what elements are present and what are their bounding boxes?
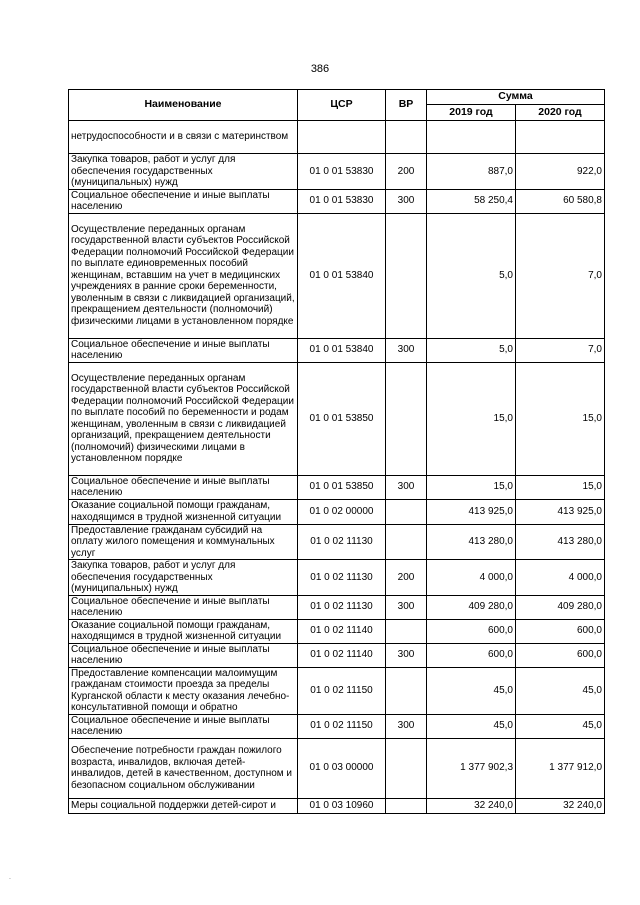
row-vr-cell: 300 [386,189,427,213]
row-name-cell: Социальное обеспечение и иные выплаты населению [69,189,298,213]
row-sum-2020-cell: 7,0 [516,338,605,362]
row-name-cell: Социальное обеспечение и иные выплаты населению [69,714,298,738]
row-sum-2019-cell: 58 250,4 [427,189,516,213]
table-row [69,619,605,643]
table-row [69,643,605,667]
table-row [69,499,605,524]
table-row [69,213,605,338]
table-row [69,560,605,596]
row-sum-2019-cell: 15,0 [427,362,516,475]
row-sum-2019-cell: 413 925,0 [427,499,516,524]
row-vr-cell [386,619,427,643]
row-csr-cell: 01 0 02 11140 [298,619,386,643]
row-csr-cell: 01 0 02 11130 [298,524,386,560]
table-row [69,595,605,619]
row-sum-2020-cell: 4 000,0 [516,560,605,596]
row-csr-cell: 01 0 01 53850 [298,475,386,499]
row-sum-2020-cell: 413 280,0 [516,524,605,560]
row-name-cell: Социальное обеспечение и иные выплаты населению [69,475,298,499]
table-row [69,154,605,190]
row-csr-cell: 01 0 01 53850 [298,362,386,475]
row-sum-2020-cell: 45,0 [516,714,605,738]
row-name-cell: Социальное обеспечение и иные выплаты населению [69,595,298,619]
row-sum-2020-cell [516,121,605,154]
row-sum-2019-cell: 5,0 [427,338,516,362]
row-name-cell: Оказание социальной помощи гражданам, находящимся в трудной жизненной ситуации [69,499,298,524]
row-csr-cell: 01 0 02 11130 [298,560,386,596]
table-row [69,475,605,499]
row-name-cell: Меры социальной поддержки детей-сирот и [69,798,298,813]
row-vr-cell: 300 [386,643,427,667]
row-vr-cell: 300 [386,714,427,738]
row-csr-cell: 01 0 02 11150 [298,714,386,738]
header-year-2020: 2020 год [516,105,605,121]
row-csr-cell: 01 0 03 10960 [298,798,386,813]
row-sum-2019-cell: 45,0 [427,667,516,714]
table-row [69,362,605,475]
row-csr-cell: 01 0 02 11150 [298,667,386,714]
row-csr-cell: 01 0 01 53840 [298,213,386,338]
row-name-cell: нетрудоспособности и в связи с материнством [69,121,298,154]
row-vr-cell: 200 [386,560,427,596]
row-name-cell: Осуществление переданных органам государственной власти субъектов Российской Федерации полномочий Российской Федерации по выплате пособий по беременности и родам женщинам, уволенным в связи с ликвидацией организаций, прекращением деятельности (полномочий) физическими лицами в установленном порядке [69,362,298,475]
row-sum-2020-cell: 45,0 [516,667,605,714]
row-name-cell: Закупка товаров, работ и услуг для обеспечения государственных (муниципальных) нужд [69,560,298,596]
row-sum-2019-cell: 32 240,0 [427,798,516,813]
table-body [69,121,605,814]
row-name-cell: Предоставление гражданам субсидий на оплату жилого помещения и коммунальных услуг [69,524,298,560]
row-sum-2020-cell: 922,0 [516,154,605,190]
row-vr-cell: 300 [386,338,427,362]
header-sum: Сумма [427,90,605,105]
table-row [69,714,605,738]
row-csr-cell [298,121,386,154]
row-sum-2020-cell: 413 925,0 [516,499,605,524]
row-csr-cell: 01 0 02 11140 [298,643,386,667]
row-name-cell: Закупка товаров, работ и услуг для обеспечения государственных (муниципальных) нужд [69,154,298,190]
row-vr-cell [386,798,427,813]
row-sum-2020-cell: 600,0 [516,643,605,667]
row-sum-2019-cell: 5,0 [427,213,516,338]
row-vr-cell [386,362,427,475]
row-sum-2020-cell: 600,0 [516,619,605,643]
row-sum-2019-cell: 413 280,0 [427,524,516,560]
row-sum-2019-cell: 4 000,0 [427,560,516,596]
row-sum-2020-cell: 7,0 [516,213,605,338]
row-name-cell: Предоставление компенсации малоимущим гражданам стоимости проезда за пределы Курганской области к месту оказания лечебно-консультативной помощи и обратно [69,667,298,714]
row-vr-cell: 300 [386,595,427,619]
header-year-2019: 2019 год [427,105,516,121]
row-csr-cell: 01 0 01 53830 [298,189,386,213]
row-sum-2019-cell: 600,0 [427,619,516,643]
row-name-cell: Социальное обеспечение и иные выплаты населению [69,338,298,362]
row-csr-cell: 01 0 03 00000 [298,738,386,798]
budget-table [68,89,605,814]
row-vr-cell [386,499,427,524]
row-vr-cell [386,667,427,714]
table-row [69,121,605,154]
row-sum-2020-cell: 409 280,0 [516,595,605,619]
row-csr-cell: 01 0 02 11130 [298,595,386,619]
header-name: Наименование [69,90,298,121]
row-sum-2019-cell: 15,0 [427,475,516,499]
row-sum-2020-cell: 32 240,0 [516,798,605,813]
table-row [69,189,605,213]
row-sum-2019-cell: 45,0 [427,714,516,738]
row-name-cell: Оказание социальной помощи гражданам, находящимся в трудной жизненной ситуации [69,619,298,643]
row-sum-2020-cell: 1 377 912,0 [516,738,605,798]
row-sum-2019-cell: 1 377 902,3 [427,738,516,798]
header-csr: ЦСР [298,90,386,121]
row-name-cell: Социальное обеспечение и иные выплаты населению [69,643,298,667]
row-sum-2019-cell [427,121,516,154]
row-vr-cell [386,524,427,560]
row-name-cell: Осуществление переданных органам государственной власти субъектов Российской Федерации полномочий Российской Федерации по выплате единовременных пособий женщинам, вставшим на учет в медицинских учреждениях в ранние сроки беременности, уволенным в связи с ликвидацией организаций, прекращением деятельности (полномочий) физическими лицами в установленном порядке [69,213,298,338]
row-vr-cell: 200 [386,154,427,190]
row-vr-cell [386,738,427,798]
row-sum-2020-cell: 15,0 [516,475,605,499]
page-number: 386 [310,63,330,75]
row-sum-2019-cell: 409 280,0 [427,595,516,619]
row-csr-cell: 01 0 01 53840 [298,338,386,362]
row-vr-cell [386,213,427,338]
row-sum-2019-cell: 600,0 [427,643,516,667]
row-name-cell: Обеспечение потребности граждан пожилого возраста, инвалидов, включая детей-инвалидов, детей в качественном, доступном и безопасном социальном обслуживании [69,738,298,798]
row-vr-cell: 300 [386,475,427,499]
table-row [69,798,605,813]
table-row [69,338,605,362]
row-vr-cell [386,121,427,154]
row-sum-2020-cell: 60 580,8 [516,189,605,213]
corner-mark: . [9,874,11,881]
row-sum-2020-cell: 15,0 [516,362,605,475]
header-vr: ВР [386,90,427,121]
table-row [69,524,605,560]
row-csr-cell: 01 0 01 53830 [298,154,386,190]
table-row [69,738,605,798]
row-sum-2019-cell: 887,0 [427,154,516,190]
table-row [69,667,605,714]
row-csr-cell: 01 0 02 00000 [298,499,386,524]
